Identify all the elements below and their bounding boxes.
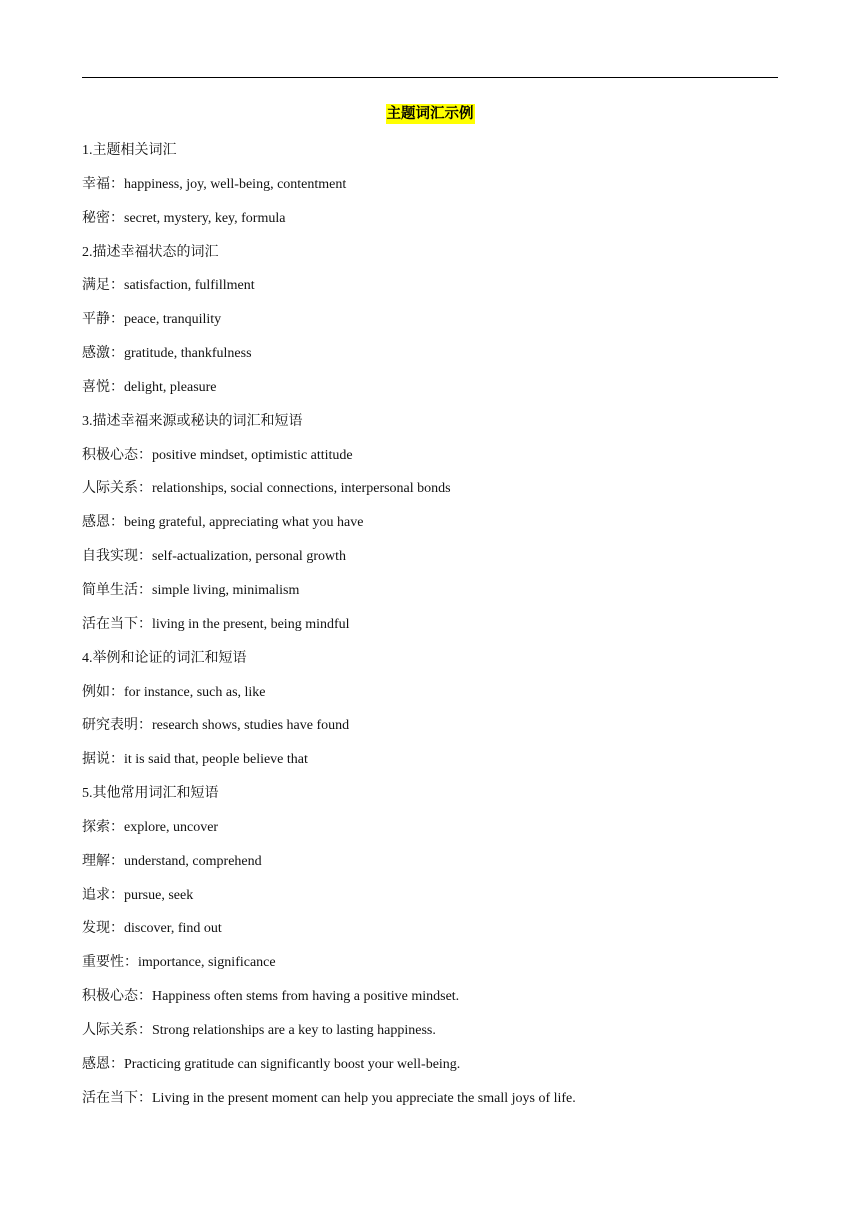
vocab-entry: 简单生活：simple living, minimalism: [82, 582, 300, 598]
vocab-entry: 研究表明：research shows, studies have found: [82, 718, 350, 734]
vocab-entry: 人际关系：relationships, social connections, interpersonal bonds: [82, 481, 451, 497]
vocab-entry: 据说：it is said that, people believe that: [82, 752, 308, 768]
vocab-entry: 喜悦：delight, pleasure: [82, 379, 217, 395]
vocab-entry: 幸福：happiness, joy, well-being, contentment: [82, 176, 347, 192]
vocab-entry: 自我实现：self-actualization, personal growth: [82, 549, 346, 565]
title-container: [0, 104, 860, 124]
vocab-entry: 平静：peace, tranquility: [82, 312, 222, 328]
vocab-entry: 感恩：being grateful, appreciating what you have: [82, 515, 364, 531]
section-heading: 2.描述幸福状态的词汇: [82, 244, 219, 260]
vocab-entry: 理解：understand, comprehend: [82, 853, 262, 869]
vocab-entry: 活在当下：living in the present, being mindful: [82, 616, 350, 632]
section-heading: 4.举例和论证的词汇和短语: [82, 650, 247, 666]
section-heading: 3.描述幸福来源或秘诀的词汇和短语: [82, 413, 303, 429]
section-heading: 1.主题相关词汇: [82, 143, 177, 158]
vocab-entry: 感激：gratitude, thankfulness: [82, 346, 252, 362]
vocab-entry: 发现：discover, find out: [82, 921, 222, 937]
section-heading: 5.其他常用词汇和短语: [82, 786, 219, 802]
document-title: 主题词汇示例: [386, 106, 474, 122]
vocab-entry: 追求：pursue, seek: [82, 887, 194, 903]
example-sentence: 积极心态：Happiness often stems from having a positive mindset.: [82, 989, 460, 1005]
example-sentence: 感恩：Practicing gratitude can significantly boost your well-being.: [82, 1056, 461, 1072]
vocabulary-list: [82, 140, 782, 1121]
example-sentence: 人际关系：Strong relationships are a key to lasting happiness.: [82, 1022, 436, 1038]
vocab-entry: 重要性：importance, significance: [82, 955, 276, 971]
vocab-entry: 满足：satisfaction, fulfillment: [82, 278, 255, 294]
vocab-entry: 例如：for instance, such as, like: [82, 684, 266, 700]
vocab-entry: 秘密：secret, mystery, key, formula: [82, 210, 286, 226]
vocab-entry: 积极心态：positive mindset, optimistic attitude: [82, 447, 353, 463]
vocab-entry: 探索：explore, uncover: [82, 819, 219, 835]
example-sentence: 活在当下：Living in the present moment can help you appreciate the small joys of life.: [82, 1090, 576, 1106]
header-rule: [82, 77, 778, 78]
